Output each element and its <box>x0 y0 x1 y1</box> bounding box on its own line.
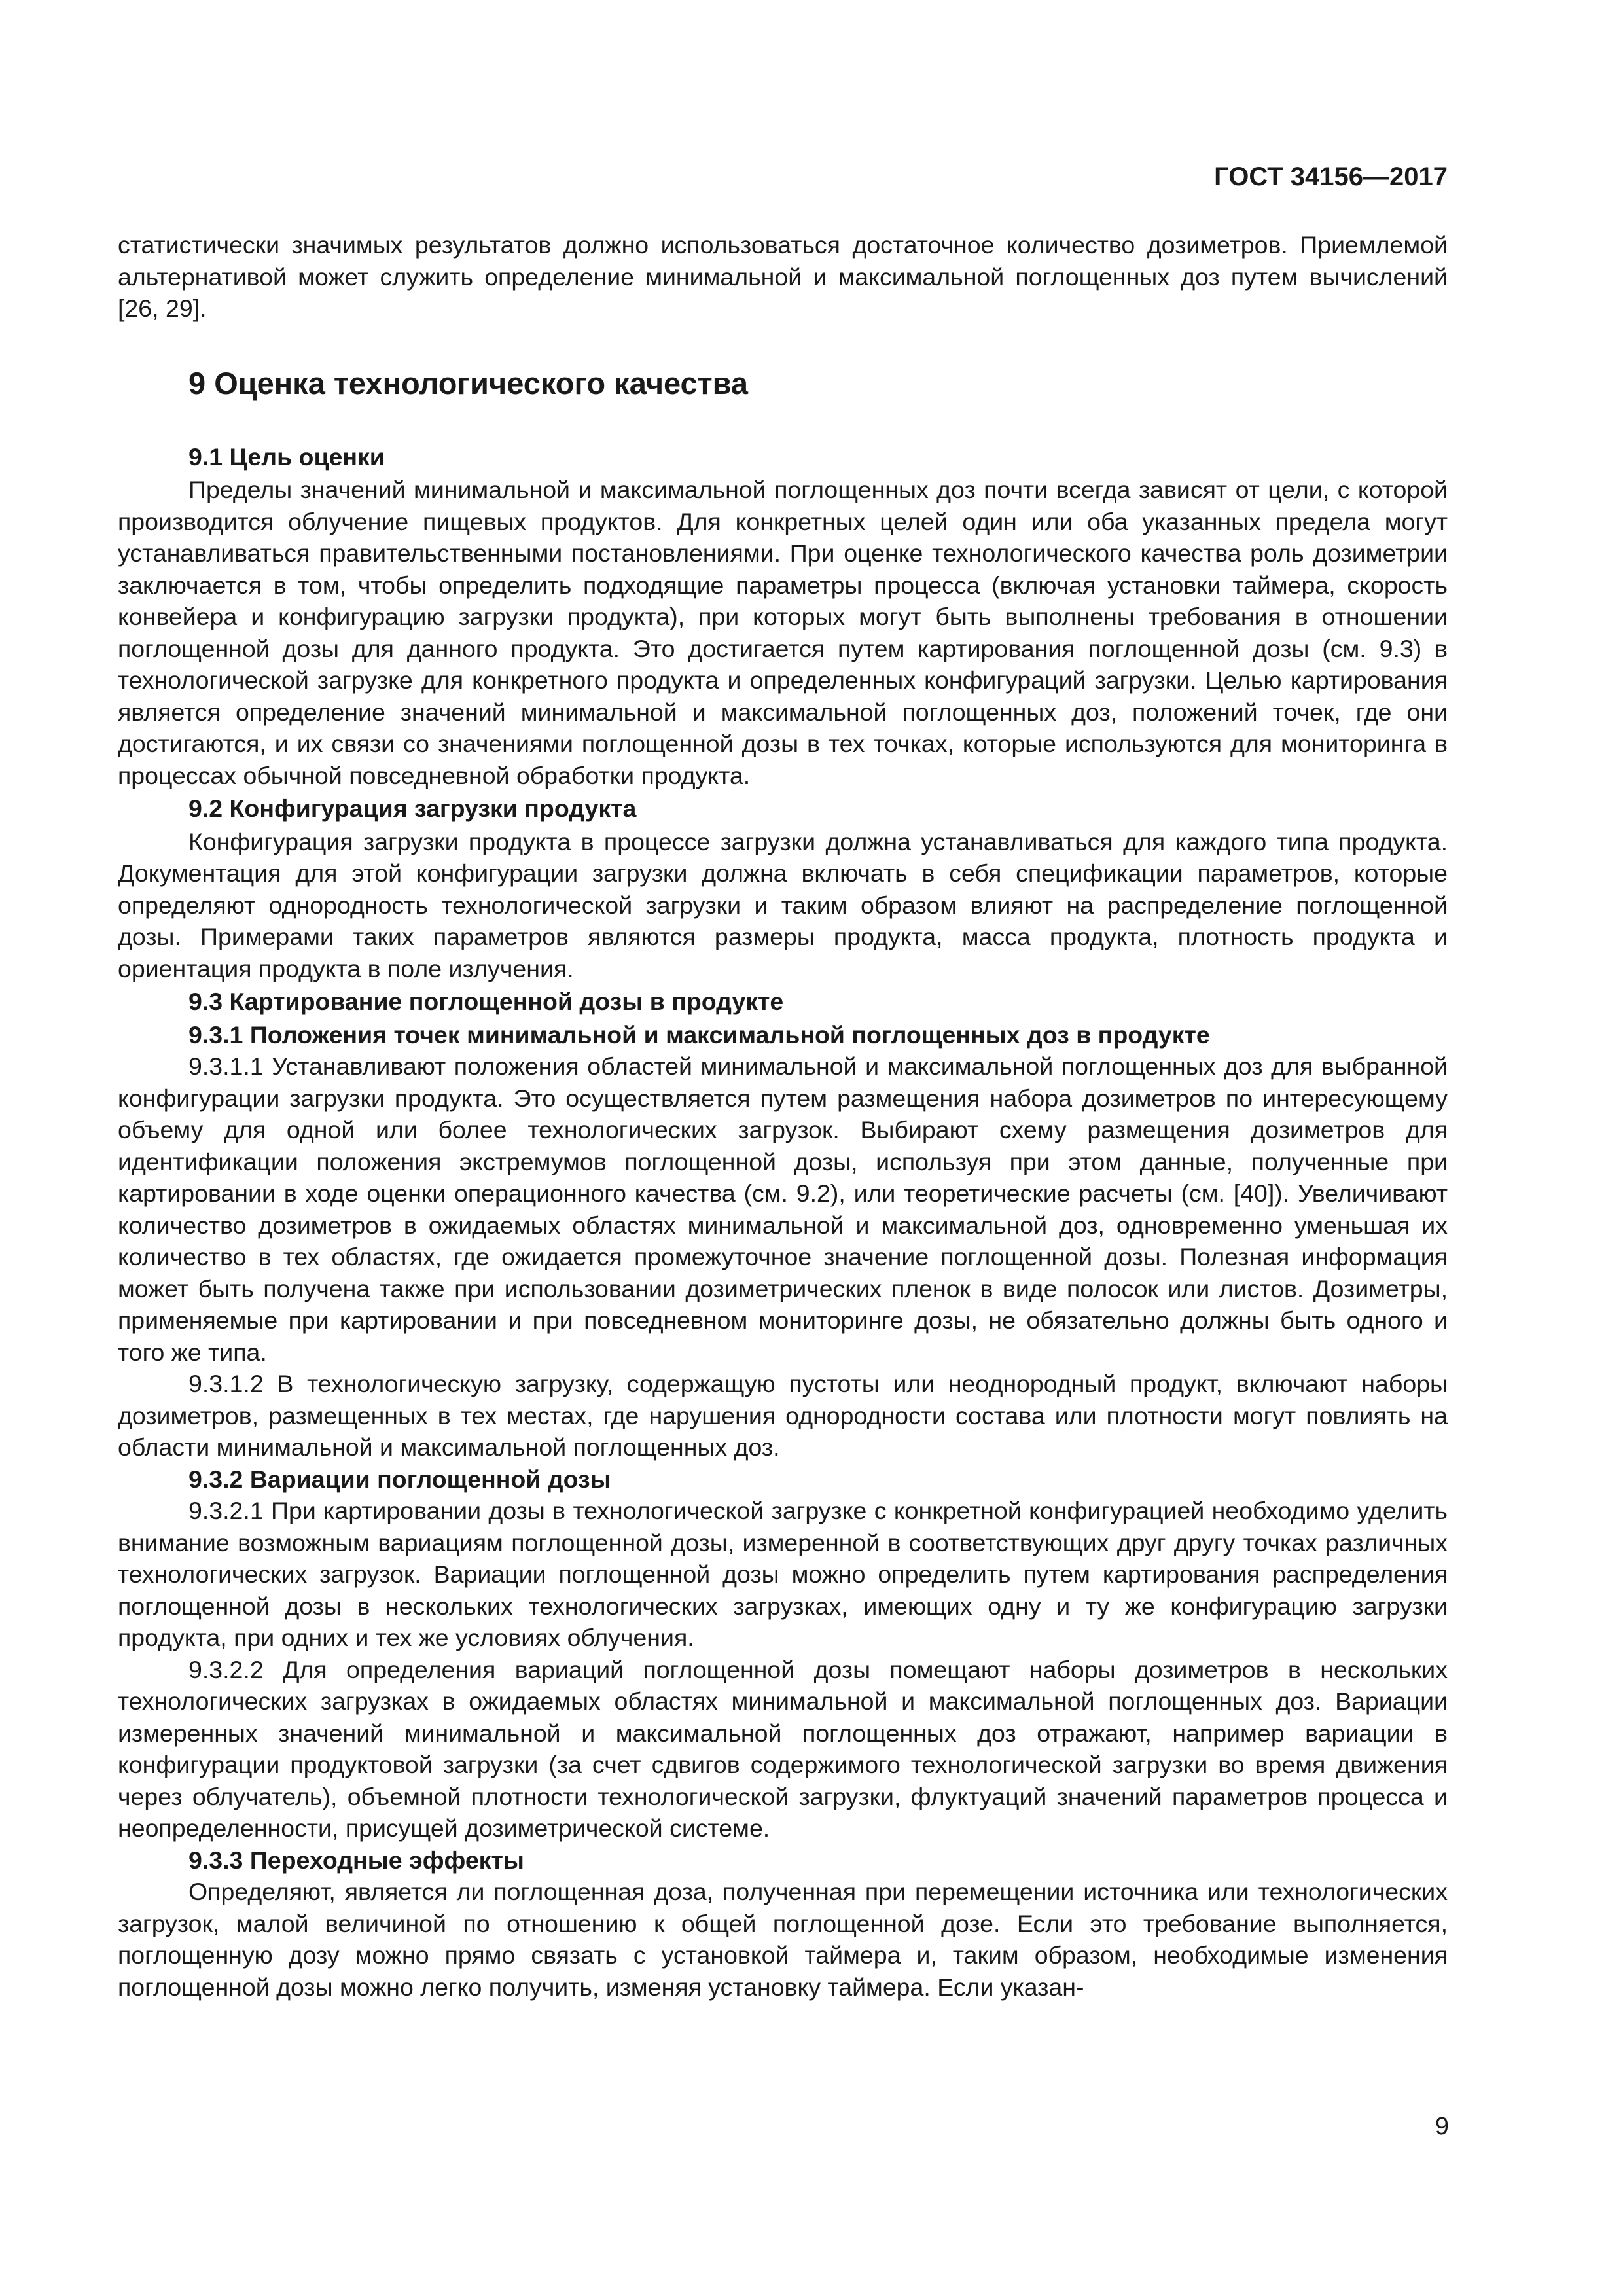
section-9-heading: 9 Оценка технологического качества <box>188 365 749 401</box>
standard-designation: ГОСТ 34156—2017 <box>1214 162 1448 191</box>
section-9-3-2-2-paragraph: 9.3.2.2 Для определения вариаций поглощенной дозы помещают наборы дозиметров в нескольких технологических загрузках в ожидаемых областях минимальной и максимальной поглощенных доз. Вариации измеренных значений минимальной и максимальной поглощенных доз отражают, например вариации в конфигурации продуктовой загрузки (за счет сдвигов содержимого технологической загрузки во время движения через облучатель), объемной плотности технологической загрузки, флуктуаций значений параметров процесса и неопределенности, присущей дозиметрической системе. <box>118 1655 1448 1842</box>
section-9-3-1-2-paragraph: 9.3.1.2 В технологическую загрузку, содержащую пустоты или неоднородный продукт, включают наборы дозиметров, размещенных в тех местах, где нарушения однородности состава или плотности могут повлиять на области минимальной и максимальной поглощенных доз. <box>118 1370 1448 1461</box>
section-9-2-paragraph: Конфигурация загрузки продукта в процессе загрузки должна устанавливаться для каждого типа продукта. Документация для этой конфигурации загрузки должна включать в себя спецификации параметров, которые определяют однородность технологической загрузки и таким образом влияют на распределение поглощенной дозы. Примерами таких параметров являются размеры продукта, масса продукта, плотность продукта и ориентация продукта в поле излучения. <box>118 827 1448 982</box>
section-9-1-heading: 9.1 Цель оценки <box>188 442 385 471</box>
section-9-1-paragraph: Пределы значений минимальной и максимальной поглощенных доз почти всегда зависят от цели, с которой производится облучение пищевых продуктов. Для конкретных целей один или оба указанных предела могут устанавливаться правительственными постановлениями. При оценке технологического качества роль дозиметрии заключается в том, чтобы определить подходящие параметры процесса (включая установки таймера, скорость конвейера и конфигурацию загрузки продукта), при которых могут быть выполнены требования в отношении поглощенной дозы для данного продукта. Это достигается путем картирования поглощенной дозы (см. 9.3) в технологической загрузке для конкретного продукта и определенных конфигураций загрузки. Целью картирования является определение значений минимальной и максимальной поглощенных доз, положений точек, где они достигаются, и их связи со значениями поглощенной дозы в тех точках, которые используются для мониторинга в процессах обычной повседневной обработки продукта. <box>118 476 1448 789</box>
section-9-3-1-1-paragraph: 9.3.1.1 Устанавливают положения областей минимальной и максимальной поглощенных доз для выбранной конфигурации загрузки продукта. Это осуществляется путем размещения набора дозиметров по интересующему объему для одной или более технологических загрузок. Выбирают схему размещения дозиметров для идентификации положения экстремумов поглощенной дозы, используя при этом данные, полученные при картировании в ходе оценки операционного качества (см. 9.2), или теоретические расчеты (см. [40]). Увеличивают количество дозиметров в ожидаемых областях минимальной и максимальной доз, одновременно уменьшая их количество в тех областях, где ожидается промежуточное значение поглощенной дозы. Полезная информация может быть получена также при использовании дозиметрических пленок в виде полосок или листов. Дозиметры, применяемые при картировании и при повседневном мониторинге дозы, не обязательно должны быть одного и того же типа. <box>118 1052 1448 1366</box>
document-body <box>118 229 1448 2003</box>
section-9-3-1-heading: 9.3.1 Положения точек минимальной и максимальной поглощенных доз в продукте <box>188 1020 1210 1049</box>
section-9-2-heading: 9.2 Конфигурация загрузки продукта <box>188 795 637 822</box>
intro-paragraph: статистически значимых результатов должно использоваться достаточное количество дозиметров. Приемлемой альтернативой может служить определение минимальной и максимальной поглощенных доз путем вычислений [26, 29]. <box>118 231 1448 322</box>
section-9-3-3-paragraph: Определяют, является ли поглощенная доза, полученная при перемещении источника или технологических загрузок, малой величиной по отношению к общей поглощенной дозе. Если это требование выполняется, поглощенную дозу можно прямо связать с установкой таймера и, таким образом, необходимые изменения поглощенной дозы можно легко получить, изменяя установку таймера. Если указан- <box>118 1878 1448 2001</box>
section-9-3-2-1-paragraph: 9.3.2.1 При картировании дозы в технологической загрузке с конкретной конфигурацией необходимо уделить внимание возможным вариациям поглощенной дозы, измеренной в соответствующих друг другу точках различных технологических загрузок. Вариации поглощенной дозы можно определить путем картирования распределения поглощенной дозы в нескольких технологических загрузках, имеющих одну и ту же конфигурацию загрузки продукта, при одних и тех же условиях облучения. <box>118 1497 1448 1651</box>
page-number: 9 <box>1435 2113 1449 2140</box>
section-9-3-heading: 9.3 Картирование поглощенной дозы в продукте <box>188 988 784 1015</box>
section-9-3-2-heading: 9.3.2 Вариации поглощенной дозы <box>188 1465 611 1493</box>
section-9-3-3-heading: 9.3.3 Переходные эффекты <box>188 1846 524 1874</box>
